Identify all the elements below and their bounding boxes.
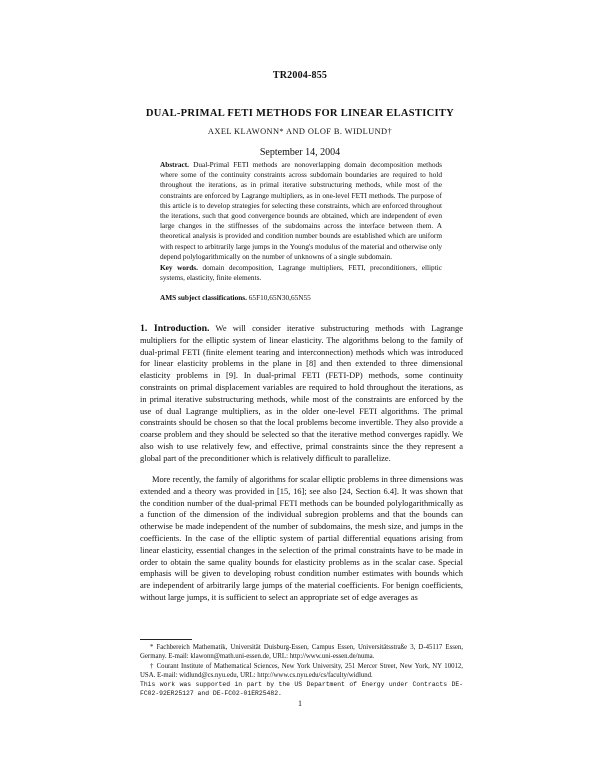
abstract-label: Abstract. (160, 160, 189, 169)
ams-classifications (160, 293, 442, 303)
page-number: 1 (298, 699, 302, 708)
authors: AXEL KLAWONN* AND OLOF B. WIDLUND† (207, 127, 393, 136)
footnotes (140, 643, 463, 698)
section-heading: 1. Introduction. (140, 323, 210, 334)
intro-paragraph-1 (140, 323, 463, 465)
funding-note: This work was supported in part by the US Department of Energy under Contracts DE-FC02-92ER25127 and DE-FC02-01ER25482. (140, 681, 463, 698)
report-number: TR2004-855 (272, 70, 328, 81)
intro-paragraph-2: More recently, the family of algorithms for scalar elliptic problems in three dimensions was extended and a theory was provided in [15, 16]; see also [24, Section 6.4]. It was shown that the condition number of the dual-primal FETI methods can be bounded polylogarithmically as a function of the dimension of the individual subregion problems and that the bounds can otherwise be made independent of the number of subdomains, the mesh size, and jumps in the coefficients. In the case of the elliptic system of partial differential equations arising from linear elasticity, essential changes in the selection of the primal constraints have to be made in order to obtain the same quality bounds for elasticity problems as in the scalar case. Special emphasis will be given to developing robust condition number estimates with bounds which are independent of arbitrarily large jumps of the material coefficients. For benign coefficients, without large jumps, it is sufficient to select an appropriate set of edge averages as (140, 474, 463, 602)
footnote-rule (140, 639, 192, 640)
footnote-2: † Courant Institute of Mathematical Sciences, New York University, 251 Mercer Street, New York, NY 10012, USA. E-mail: widlund@cs.nyu.edu, URL: http://www.cs.nyu.edu/cs/faculty/widlund. (140, 662, 463, 679)
paper-title: DUAL-PRIMAL FETI METHODS FOR LINEAR ELASTICITY (145, 108, 455, 119)
key-words-text: domain decomposition, Lagrange multipliers, FETI, preconditioners, elliptic systems, elasticity, finite elements. (160, 263, 442, 283)
footnote-1: * Fachbereich Mathematik, Universität Duisburg-Essen, Campus Essen, Universitätsstraße 3, D-45117 Essen, Germany. E-mail: klawonn@math.uni-essen.de, URL: http://www.uni-essen.de/numa. (140, 644, 463, 661)
abstract (160, 160, 442, 262)
date: September 14, 2004 (259, 147, 341, 158)
key-words-label: Key words. (160, 263, 198, 272)
key-words (160, 263, 442, 283)
ams-text: 65F10,65N30,65N55 (248, 293, 311, 302)
ams-label: AMS subject classifications. (160, 293, 247, 302)
abstract-text: Dual-Primal FETI methods are nonoverlapping domain decomposition methods where some of the continuity constraints across subdomain boundaries are required to hold throughout the iterations, as in primal iterative substructuring methods, while most of the constraints are enforced by Lagrange multipliers, as in one-level FETI methods. The purpose of this article is to develop strategies for selecting these constraints, which are enforced throughout the iterations, such that good convergence bounds are obtained, which are independent of even large changes in the stiffnesses of the subdomains across the interface between them. A theoretical analysis is provided and condition number bounds are established which are uniform with respect to arbitrarily large jumps in the Young's modulus of the material and otherwise only depend polylogarithmically on the number of unknowns of a single subdomain. (160, 160, 442, 261)
intro-paragraph-1-text: We will consider iterative substructuring methods with Lagrange multipliers for the elliptic system of linear elasticity. The algorithms belong to the family of dual-primal FETI (finite element tearing and interconnection) methods which was introduced for linear elasticity problems in the plane in [8] and then extended to three dimensional elasticity problems in [9]. In dual-primal FETI (FETI-DP) methods, some continuity constraints on primal displacement variables are required to hold throughout the iterations, as in primal iterative substructuring methods, while most of the constraints are enforced by the use of dual Lagrange multipliers, as in the older one-level FETI algorithms. The primal constraints should be chosen so that the local problems become invertible. They also provide a coarse problem and they should be selected so that the iterative method converges rapidly. We also wish to use relatively few, and effective, primal constraints since the they represent a global part of the preconditioner which is relatively difficult to parallelize. (140, 323, 463, 463)
